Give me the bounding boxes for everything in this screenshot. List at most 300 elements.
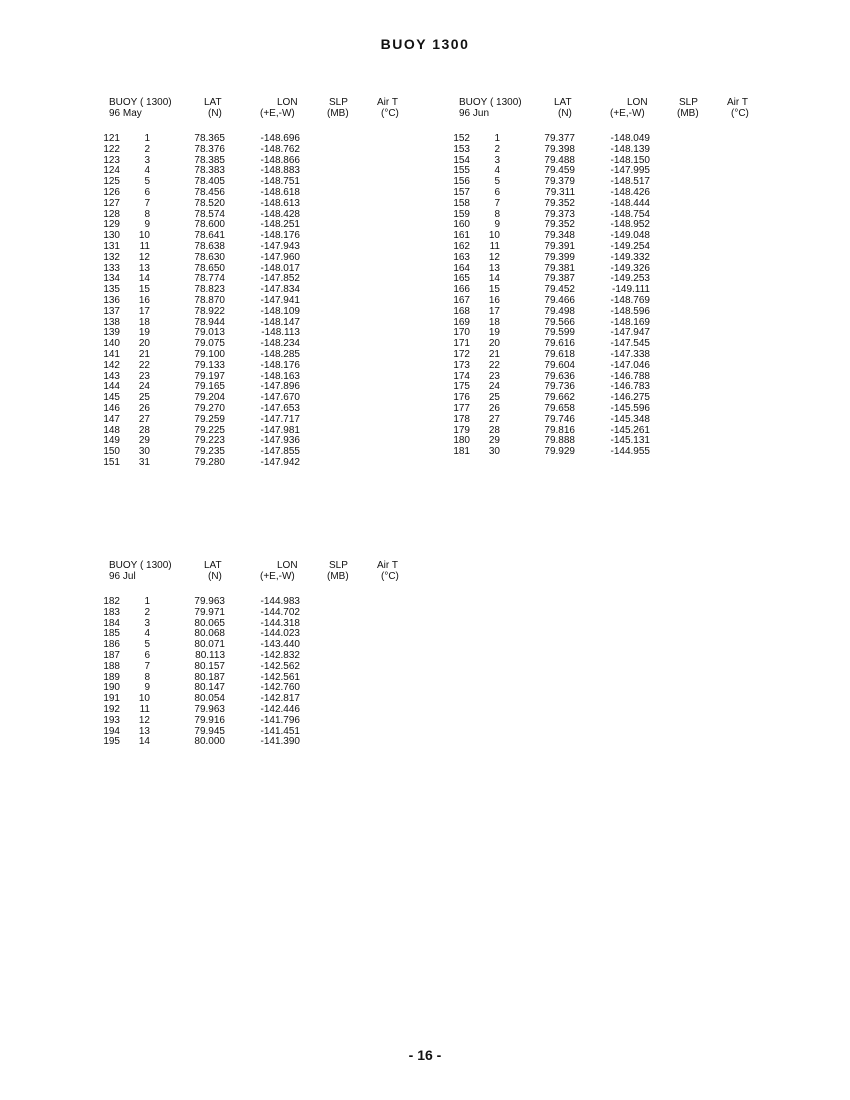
latitude-cell: 79.399: [544, 251, 575, 263]
page-title: BUOY 1300: [380, 36, 470, 52]
header-lon-unit: (+E,-W): [260, 108, 295, 119]
latitude-cell: 78.365: [194, 133, 225, 144]
header-lat: LAT: [204, 97, 222, 108]
day-of-month-cell: 16: [488, 294, 500, 306]
latitude-cell: 80.054: [194, 693, 225, 705]
day-of-month-cell: 8: [144, 671, 150, 683]
day-of-year-cell: 152: [453, 133, 470, 144]
day-of-month-cell: 17: [138, 305, 150, 317]
day-of-month-cell: 19: [488, 327, 500, 339]
latitude-cell: 79.916: [194, 714, 225, 726]
header-lat: LAT: [554, 97, 572, 108]
day-of-year-cell: 129: [103, 219, 120, 231]
latitude-cell: 80.000: [194, 736, 225, 748]
latitude-cell: 78.922: [194, 305, 225, 317]
header-slp: SLP: [329, 97, 348, 108]
longitude-cell: -147.852: [260, 273, 300, 285]
longitude-cell: -147.896: [260, 381, 300, 393]
day-of-month-cell: 3: [144, 154, 150, 166]
day-of-year-cell: 161: [453, 230, 470, 242]
header-slp: SLP: [679, 97, 698, 108]
day-of-year-cell: 167: [453, 294, 470, 306]
table-row: [450, 307, 770, 318]
longitude-cell: -148.234: [260, 338, 300, 350]
column-headers: [450, 98, 770, 122]
day-of-month-cell: 11: [489, 240, 500, 252]
latitude-cell: 79.963: [194, 596, 225, 607]
day-of-month-cell: 21: [488, 348, 500, 360]
table-row: [100, 307, 420, 318]
latitude-cell: 79.270: [194, 402, 225, 414]
day-of-year-cell: 187: [103, 649, 120, 661]
day-of-month-cell: 6: [144, 186, 150, 198]
latitude-cell: 78.600: [194, 219, 225, 231]
longitude-cell: -148.176: [260, 359, 300, 371]
table-row: [450, 145, 770, 156]
day-of-month-cell: 18: [488, 316, 500, 328]
day-of-year-cell: 180: [453, 435, 470, 447]
latitude-cell: 79.398: [544, 143, 575, 155]
day-of-year-cell: 171: [453, 338, 470, 350]
longitude-cell: -145.596: [610, 402, 650, 414]
longitude-cell: -146.783: [610, 381, 650, 393]
latitude-cell: 79.352: [544, 197, 575, 209]
day-of-year-cell: 155: [453, 165, 470, 177]
day-of-month-cell: 13: [138, 725, 150, 737]
longitude-cell: -147.046: [610, 359, 650, 371]
latitude-cell: 78.520: [194, 197, 225, 209]
longitude-cell: -147.943: [260, 240, 300, 252]
column-headers: [100, 98, 420, 122]
day-of-year-cell: 192: [103, 703, 120, 715]
latitude-cell: 78.405: [194, 176, 225, 188]
longitude-cell: -147.855: [260, 446, 300, 458]
day-of-year-cell: 181: [453, 446, 470, 458]
day-of-year-cell: 177: [453, 402, 470, 414]
header-lon: LON: [277, 97, 298, 108]
day-of-year-cell: 176: [453, 392, 470, 404]
longitude-cell: -148.426: [610, 186, 650, 198]
longitude-cell: -149.048: [610, 230, 650, 242]
table-row: [100, 458, 420, 469]
longitude-cell: -149.332: [610, 251, 650, 263]
longitude-cell: -147.941: [260, 294, 300, 306]
day-of-month-cell: 25: [488, 392, 500, 404]
longitude-cell: -142.562: [260, 660, 300, 672]
day-of-year-cell: 159: [453, 208, 470, 220]
day-of-month-cell: 12: [138, 251, 150, 263]
longitude-cell: -147.338: [610, 348, 650, 360]
latitude-cell: 79.816: [544, 424, 575, 436]
day-of-year-cell: 132: [103, 251, 120, 263]
latitude-cell: 80.071: [194, 639, 225, 651]
longitude-cell: -144.983: [260, 596, 300, 607]
longitude-cell: -148.596: [610, 305, 650, 317]
latitude-cell: 79.971: [194, 606, 225, 618]
latitude-cell: 79.373: [544, 208, 575, 220]
day-of-month-cell: 3: [494, 154, 500, 166]
longitude-cell: -148.285: [260, 348, 300, 360]
latitude-cell: 79.204: [194, 392, 225, 404]
latitude-cell: 79.133: [194, 359, 225, 371]
day-of-year-cell: 128: [103, 208, 120, 220]
longitude-cell: -145.261: [610, 424, 650, 436]
day-of-month-cell: 14: [488, 273, 500, 285]
day-of-year-cell: 121: [103, 133, 120, 144]
day-of-year-cell: 134: [103, 273, 120, 285]
latitude-cell: 79.618: [544, 348, 575, 360]
header-lon: LON: [627, 97, 648, 108]
day-of-month-cell: 12: [488, 251, 500, 263]
longitude-cell: -141.796: [260, 714, 300, 726]
latitude-cell: 79.197: [194, 370, 225, 382]
latitude-cell: 79.616: [544, 338, 575, 350]
longitude-cell: -148.883: [260, 165, 300, 177]
latitude-cell: 78.870: [194, 294, 225, 306]
day-of-month-cell: 2: [144, 606, 150, 618]
longitude-cell: -142.760: [260, 682, 300, 694]
day-of-year-cell: 183: [103, 606, 120, 618]
day-of-month-cell: 9: [144, 219, 150, 231]
day-of-month-cell: 1: [144, 596, 150, 607]
header-lat-unit: (N): [208, 571, 222, 582]
day-of-year-cell: 193: [103, 714, 120, 726]
table-row: [450, 253, 770, 264]
longitude-cell: -148.163: [260, 370, 300, 382]
day-of-year-cell: 169: [453, 316, 470, 328]
longitude-cell: -148.866: [260, 154, 300, 166]
longitude-cell: -147.670: [260, 392, 300, 404]
longitude-cell: -145.348: [610, 413, 650, 425]
header-airt: Air T: [377, 97, 398, 108]
latitude-cell: 79.888: [544, 435, 575, 447]
latitude-cell: 79.736: [544, 381, 575, 393]
latitude-cell: 80.157: [194, 660, 225, 672]
longitude-cell: -149.253: [610, 273, 650, 285]
day-of-month-cell: 15: [488, 284, 500, 296]
day-of-year-cell: 154: [453, 154, 470, 166]
latitude-cell: 78.638: [194, 240, 225, 252]
header-lon-unit: (+E,-W): [610, 108, 645, 119]
day-of-month-cell: 11: [139, 240, 150, 252]
longitude-cell: -147.936: [260, 435, 300, 447]
day-of-year-cell: 135: [103, 284, 120, 296]
longitude-cell: -147.947: [610, 327, 650, 339]
header-lat-unit: (N): [558, 108, 572, 119]
latitude-cell: 79.599: [544, 327, 575, 339]
header-buoy: BUOY ( 1300): [459, 97, 522, 108]
day-of-month-cell: 26: [138, 402, 150, 414]
header-airt: Air T: [377, 560, 398, 571]
day-of-month-cell: 7: [144, 660, 150, 672]
longitude-cell: -148.150: [610, 154, 650, 166]
longitude-cell: -148.754: [610, 208, 650, 220]
day-of-year-cell: 126: [103, 186, 120, 198]
header-lat: LAT: [204, 560, 222, 571]
longitude-cell: -149.254: [610, 240, 650, 252]
table-row: [100, 415, 420, 426]
longitude-cell: -145.131: [610, 435, 650, 447]
day-of-year-cell: 190: [103, 682, 120, 694]
day-of-month-cell: 1: [494, 133, 500, 144]
longitude-cell: -147.653: [260, 402, 300, 414]
latitude-cell: 79.604: [544, 359, 575, 371]
longitude-cell: -148.751: [260, 176, 300, 188]
day-of-year-cell: 160: [453, 219, 470, 231]
day-of-year-cell: 170: [453, 327, 470, 339]
latitude-cell: 79.075: [194, 338, 225, 350]
day-of-year-cell: 133: [103, 262, 120, 274]
latitude-cell: 79.377: [544, 133, 575, 144]
longitude-cell: -147.545: [610, 338, 650, 350]
day-of-month-cell: 4: [494, 165, 500, 177]
latitude-cell: 79.929: [544, 446, 575, 458]
latitude-cell: 79.225: [194, 424, 225, 436]
latitude-cell: 78.376: [194, 143, 225, 155]
day-of-year-cell: 166: [453, 284, 470, 296]
day-of-year-cell: 151: [103, 456, 120, 468]
day-of-year-cell: 148: [103, 424, 120, 436]
day-of-month-cell: 22: [138, 359, 150, 371]
latitude-cell: 79.311: [545, 186, 575, 198]
latitude-cell: 79.235: [194, 446, 225, 458]
latitude-cell: 80.113: [195, 649, 225, 661]
longitude-cell: -148.113: [261, 327, 300, 339]
data-rows: [100, 597, 420, 748]
header-period: 96 Jun: [459, 108, 490, 119]
data-rows: [450, 134, 770, 458]
longitude-cell: -148.428: [260, 208, 300, 220]
day-of-month-cell: 6: [144, 649, 150, 661]
latitude-cell: 79.280: [194, 456, 225, 468]
latitude-cell: 79.746: [544, 413, 575, 425]
day-of-month-cell: 29: [488, 435, 500, 447]
day-of-year-cell: 189: [103, 671, 120, 683]
day-of-year-cell: 149: [103, 435, 120, 447]
longitude-cell: -142.817: [260, 693, 300, 705]
day-of-month-cell: 25: [138, 392, 150, 404]
latitude-cell: 79.348: [544, 230, 575, 242]
latitude-cell: 80.147: [194, 682, 225, 694]
day-of-year-cell: 153: [453, 143, 470, 155]
day-of-month-cell: 14: [138, 273, 150, 285]
latitude-cell: 79.466: [544, 294, 575, 306]
longitude-cell: -148.517: [610, 176, 650, 188]
latitude-cell: 79.379: [544, 176, 575, 188]
header-airt-unit: (°C): [381, 571, 399, 582]
table-row: [450, 415, 770, 426]
table-row: [450, 361, 770, 372]
day-of-year-cell: 144: [103, 381, 120, 393]
day-of-year-cell: 138: [103, 316, 120, 328]
table-row: [100, 608, 420, 619]
longitude-cell: -147.981: [260, 424, 300, 436]
day-of-month-cell: 22: [488, 359, 500, 371]
day-of-month-cell: 30: [488, 446, 500, 458]
header-slp-unit: (MB): [327, 571, 349, 582]
day-of-month-cell: 4: [144, 628, 150, 640]
longitude-cell: -142.832: [260, 649, 300, 661]
day-of-year-cell: 146: [103, 402, 120, 414]
day-of-year-cell: 131: [103, 240, 120, 252]
longitude-cell: -148.109: [260, 305, 300, 317]
day-of-year-cell: 185: [103, 628, 120, 640]
day-of-month-cell: 27: [138, 413, 150, 425]
day-of-year-cell: 182: [103, 596, 120, 607]
longitude-cell: -144.023: [260, 628, 300, 640]
day-of-year-cell: 163: [453, 251, 470, 263]
day-of-year-cell: 164: [453, 262, 470, 274]
latitude-cell: 78.574: [194, 208, 225, 220]
table-row: [100, 361, 420, 372]
longitude-cell: -148.176: [260, 230, 300, 242]
latitude-cell: 79.165: [194, 381, 225, 393]
day-of-month-cell: 14: [138, 736, 150, 748]
latitude-cell: 79.352: [544, 219, 575, 231]
day-of-year-cell: 184: [103, 617, 120, 629]
header-airt-unit: (°C): [731, 108, 749, 119]
longitude-cell: -147.995: [610, 165, 650, 177]
latitude-cell: 79.658: [544, 402, 575, 414]
day-of-year-cell: 194: [103, 725, 120, 737]
latitude-cell: 80.187: [194, 671, 225, 683]
day-of-year-cell: 141: [103, 348, 120, 360]
day-of-month-cell: 23: [488, 370, 500, 382]
table-row: [100, 737, 420, 748]
longitude-cell: -142.446: [260, 703, 300, 715]
day-of-month-cell: 26: [488, 402, 500, 414]
latitude-cell: 78.630: [194, 251, 225, 263]
day-of-month-cell: 27: [488, 413, 500, 425]
day-of-year-cell: 195: [103, 736, 120, 748]
day-of-month-cell: 7: [144, 197, 150, 209]
latitude-cell: 78.383: [194, 165, 225, 177]
header-airt: Air T: [727, 97, 748, 108]
longitude-cell: -148.147: [260, 316, 300, 328]
latitude-cell: 80.068: [194, 628, 225, 640]
day-of-month-cell: 24: [488, 381, 500, 393]
longitude-cell: -148.618: [260, 186, 300, 198]
longitude-cell: -148.762: [260, 143, 300, 155]
header-period: 96 Jul: [109, 571, 136, 582]
day-of-year-cell: 122: [103, 143, 120, 155]
day-of-year-cell: 162: [453, 240, 470, 252]
latitude-cell: 79.945: [194, 725, 225, 737]
day-of-month-cell: 23: [138, 370, 150, 382]
table-row: [100, 199, 420, 210]
header-airt-unit: (°C): [381, 108, 399, 119]
day-of-year-cell: 188: [103, 660, 120, 672]
latitude-cell: 79.636: [544, 370, 575, 382]
longitude-cell: -148.444: [610, 197, 650, 209]
latitude-cell: 79.223: [194, 435, 225, 447]
longitude-cell: -147.834: [260, 284, 300, 296]
longitude-cell: -148.251: [260, 219, 300, 231]
latitude-cell: 79.391: [544, 240, 575, 252]
day-of-month-cell: 10: [138, 693, 150, 705]
longitude-cell: -141.390: [260, 736, 300, 748]
day-of-month-cell: 21: [138, 348, 150, 360]
day-of-month-cell: 6: [494, 186, 500, 198]
day-of-month-cell: 7: [494, 197, 500, 209]
latitude-cell: 79.100: [194, 348, 225, 360]
longitude-cell: -144.318: [260, 617, 300, 629]
header-buoy: BUOY ( 1300): [109, 97, 172, 108]
day-of-year-cell: 178: [453, 413, 470, 425]
latitude-cell: 80.065: [194, 617, 225, 629]
longitude-cell: -146.788: [610, 370, 650, 382]
day-of-month-cell: 29: [138, 435, 150, 447]
day-of-month-cell: 8: [494, 208, 500, 220]
longitude-cell: -144.955: [610, 446, 650, 458]
day-of-month-cell: 9: [494, 219, 500, 231]
day-of-month-cell: 30: [138, 446, 150, 458]
day-of-year-cell: 173: [453, 359, 470, 371]
latitude-cell: 79.259: [194, 413, 225, 425]
day-of-year-cell: 158: [453, 197, 470, 209]
table-row: [100, 716, 420, 727]
longitude-cell: -144.702: [260, 606, 300, 618]
header-lon-unit: (+E,-W): [260, 571, 295, 582]
header-slp-unit: (MB): [327, 108, 349, 119]
day-of-year-cell: 137: [103, 305, 120, 317]
longitude-cell: -148.613: [260, 197, 300, 209]
day-of-year-cell: 147: [103, 413, 120, 425]
header-lon: LON: [277, 560, 298, 571]
table-row: [100, 253, 420, 264]
day-of-year-cell: 145: [103, 392, 120, 404]
day-of-year-cell: 150: [103, 446, 120, 458]
table-row: [100, 662, 420, 673]
longitude-cell: -148.696: [260, 133, 300, 144]
day-of-year-cell: 139: [103, 327, 120, 339]
latitude-cell: 78.774: [194, 273, 225, 285]
latitude-cell: 79.498: [544, 305, 575, 317]
longitude-cell: -143.440: [260, 639, 300, 651]
longitude-cell: -148.769: [610, 294, 650, 306]
day-of-year-cell: 140: [103, 338, 120, 350]
day-of-year-cell: 174: [453, 370, 470, 382]
day-of-month-cell: 4: [144, 165, 150, 177]
table-row: [450, 199, 770, 210]
latitude-cell: 79.452: [544, 284, 575, 296]
day-of-year-cell: 143: [103, 370, 120, 382]
day-of-month-cell: 2: [144, 143, 150, 155]
day-of-year-cell: 130: [103, 230, 120, 242]
longitude-cell: -148.049: [610, 133, 650, 144]
longitude-cell: -147.960: [260, 251, 300, 263]
day-of-month-cell: 1: [144, 133, 150, 144]
longitude-cell: -149.111: [612, 284, 650, 296]
latitude-cell: 79.662: [544, 392, 575, 404]
latitude-cell: 79.488: [544, 154, 575, 166]
latitude-cell: 79.963: [194, 703, 225, 715]
day-of-month-cell: 20: [488, 338, 500, 350]
day-of-month-cell: 5: [494, 176, 500, 188]
longitude-cell: -148.139: [610, 143, 650, 155]
day-of-year-cell: 175: [453, 381, 470, 393]
longitude-cell: -147.942: [260, 456, 300, 468]
header-buoy: BUOY ( 1300): [109, 560, 172, 571]
day-of-month-cell: 2: [494, 143, 500, 155]
day-of-year-cell: 165: [453, 273, 470, 285]
day-of-month-cell: 10: [138, 230, 150, 242]
table-row: [100, 145, 420, 156]
longitude-cell: -147.717: [260, 413, 300, 425]
day-of-month-cell: 13: [138, 262, 150, 274]
latitude-cell: 79.013: [194, 327, 225, 339]
day-of-month-cell: 3: [144, 617, 150, 629]
